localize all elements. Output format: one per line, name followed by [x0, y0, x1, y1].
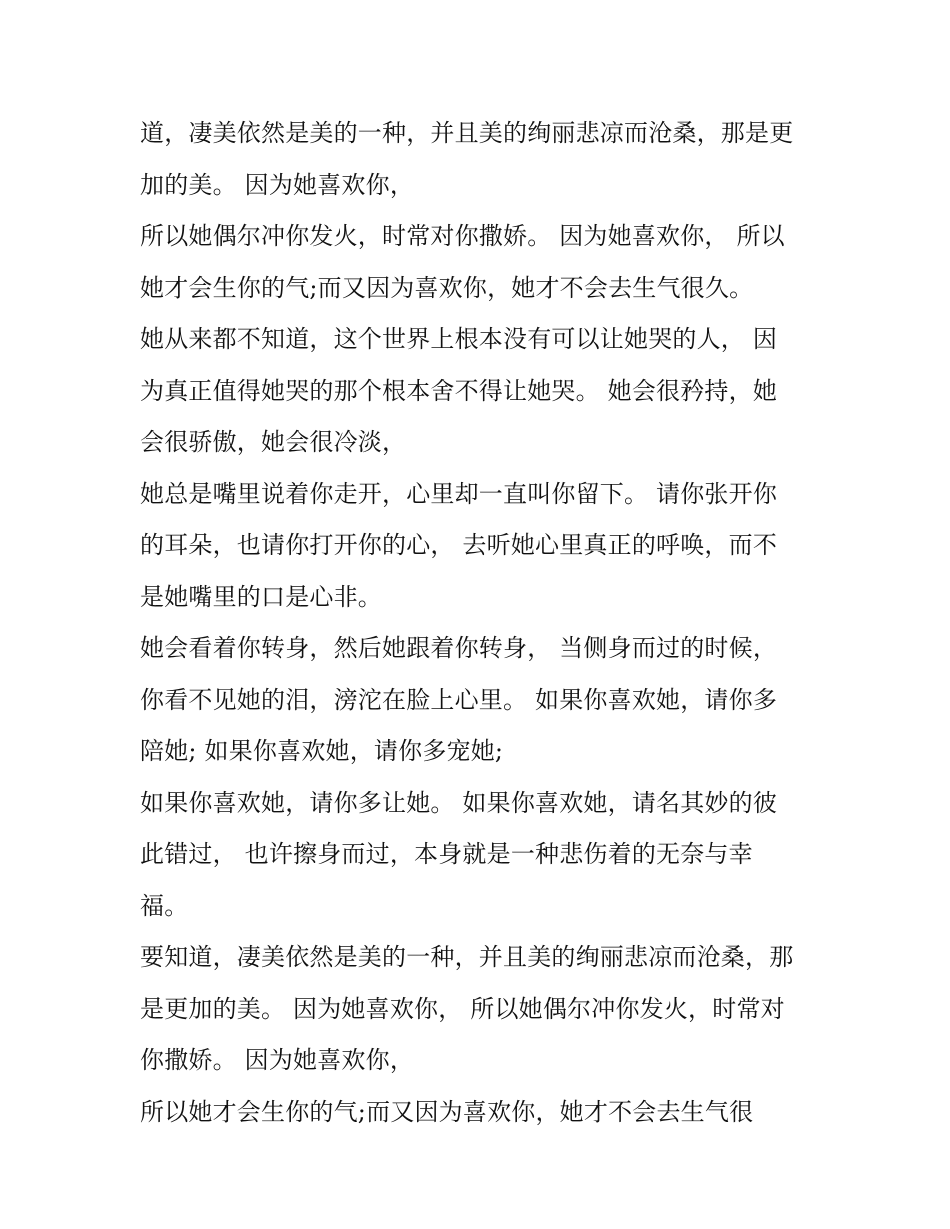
text-line: 所以她偶尔冲你发火，时常对你撒娇。 因为她喜欢你， 所以 — [140, 222, 785, 250]
text-line: 会很骄傲，她会很冷淡， — [140, 428, 407, 456]
text-line: 她总是嘴里说着你走开，心里却一直叫你留下。 请你张开你 — [140, 479, 778, 508]
text-line: 她才会生你的气;而又因为喜欢你，她才不会去生气很久。 — [140, 273, 754, 302]
text-line: 她从来都不知道，这个世界上根本没有可以让她哭的人， 因 — [140, 325, 778, 353]
text-line: 陪她; 如果你喜欢她，请你多宠她; — [140, 737, 504, 765]
text-line: 为真正值得她哭的那个根本舍不得让她哭。 她会很矜持，她 — [140, 376, 778, 405]
text-line: 加的美。 因为她喜欢你， — [140, 170, 415, 199]
text-line: 是她嘴里的口是心非。 — [140, 582, 382, 611]
text-line: 要知道，凄美依然是美的一种，并且美的绚丽悲凉而沧桑，那 — [140, 943, 794, 971]
text-line: 的耳朵，也请你打开你的心， 去听她心里真正的呼唤，而不 — [140, 531, 778, 559]
text-line: 所以她才会生你的气;而又因为喜欢你，她才不会去生气很 — [140, 1097, 754, 1126]
text-line: 如果你喜欢她，请你多让她。 如果你喜欢她，请名其妙的彼 — [140, 788, 778, 817]
text-line: 你撒娇。 因为她喜欢你， — [140, 1046, 415, 1074]
text-line: 此错过， 也许擦身而过，本身就是一种悲伤着的无奈与幸 — [140, 840, 753, 868]
text-line: 是更加的美。 因为她喜欢你， 所以她偶尔冲你发火，时常对 — [140, 994, 785, 1023]
document-body — [140, 108, 820, 1138]
text-line: 你看不见她的泪，滂沱在脸上心里。 如果你喜欢她，请你多 — [140, 685, 778, 714]
text-line: 她会看着你转身，然后她跟着你转身， 当侧身而过的时候， — [140, 634, 778, 662]
text-line: 道，凄美依然是美的一种，并且美的绚丽悲凉而沧桑，那是更 — [140, 119, 794, 147]
text-line: 福。 — [140, 891, 189, 920]
